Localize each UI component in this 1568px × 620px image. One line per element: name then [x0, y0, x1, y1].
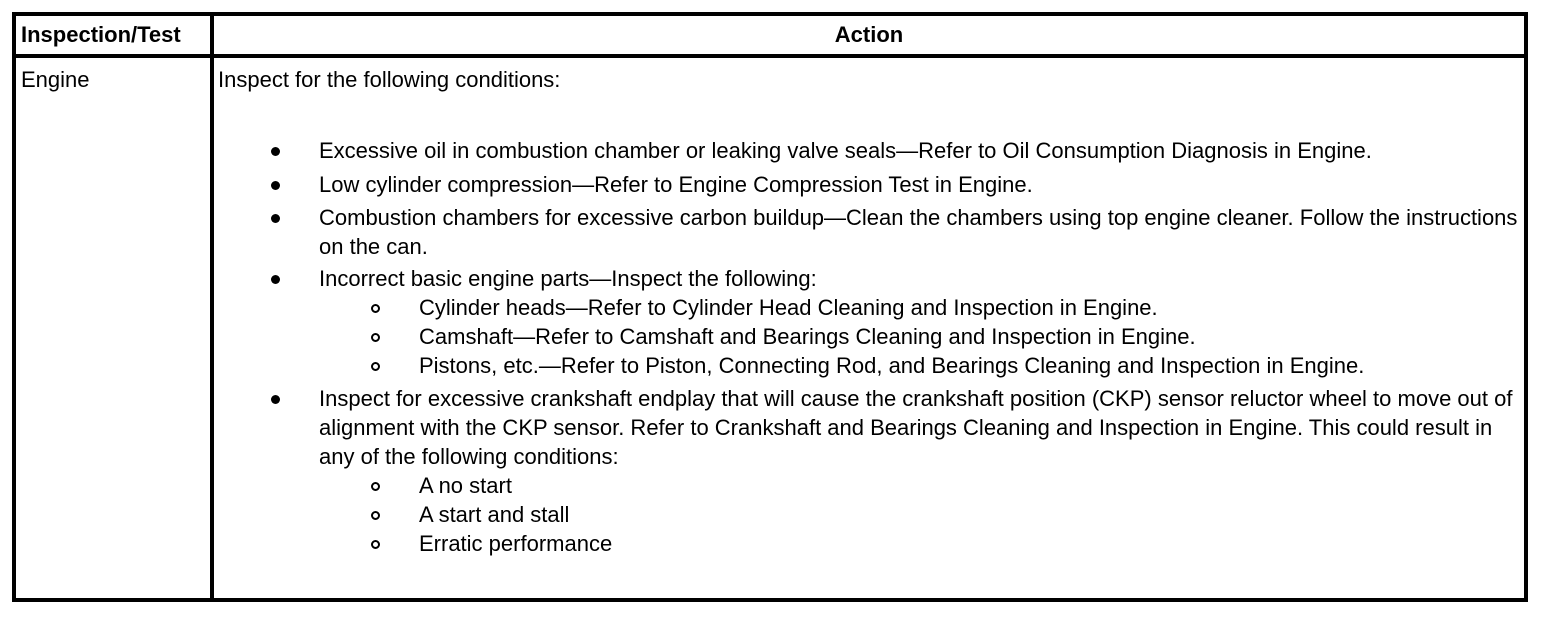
sub-bullet-circle: [371, 304, 380, 313]
list-item: Excessive oil in combustion chamber or leaking valve seals—Refer to Oil Consumption Diagnosis in Engine.: [319, 138, 1372, 163]
bullet-dot: [271, 214, 280, 223]
sub-bullet-circle: [371, 333, 380, 342]
sub-list-item: Cylinder heads—Refer to Cylinder Head Cleaning and Inspection in Engine.: [419, 295, 1158, 320]
list-item: Combustion chambers for excessive carbon buildup—Clean the chambers using top engine cleaner. Follow the instructions on the can.: [319, 205, 1518, 259]
bullet-dot: [271, 147, 280, 156]
bullet-dot: [271, 275, 280, 284]
action-list: [16, 16, 1524, 598]
column-divider: [210, 16, 214, 598]
sub-bullet-circle: [371, 511, 380, 520]
header-inspection-test: Inspection/Test: [21, 22, 181, 47]
header-divider: [16, 54, 1524, 58]
inspection-table: [12, 12, 1528, 602]
header-action: Action: [834, 22, 904, 47]
sub-list-item: Camshaft—Refer to Camshaft and Bearings Cleaning and Inspection in Engine.: [419, 324, 1196, 349]
action-intro: Inspect for the following conditions:: [218, 67, 561, 92]
sub-list-item: A no start: [419, 473, 512, 498]
sub-bullet-circle: [371, 362, 380, 371]
list-item: Inspect for excessive crankshaft endplay that will cause the crankshaft position (CKP) sensor reluctor wheel to move out of alignment with the CKP sensor. Refer to Crankshaft and Bearings Cleaning and Inspection in Engine. This could result in any of the following conditions:: [319, 386, 1513, 469]
sub-list-item: Erratic performance: [419, 531, 613, 556]
sub-list-item: Pistons, etc.—Refer to Piston, Connecting Rod, and Bearings Cleaning and Inspection in Engine.: [419, 353, 1365, 378]
bullet-dot: [271, 181, 280, 190]
sub-list-item: A start and stall: [419, 502, 570, 527]
bullet-dot: [271, 395, 280, 404]
row-inspection-test: Engine: [21, 67, 90, 92]
sub-bullet-circle: [371, 540, 380, 549]
list-item: Low cylinder compression—Refer to Engine Compression Test in Engine.: [319, 172, 1033, 197]
sub-bullet-circle: [371, 482, 380, 491]
list-item: Incorrect basic engine parts—Inspect the following:: [319, 266, 817, 291]
